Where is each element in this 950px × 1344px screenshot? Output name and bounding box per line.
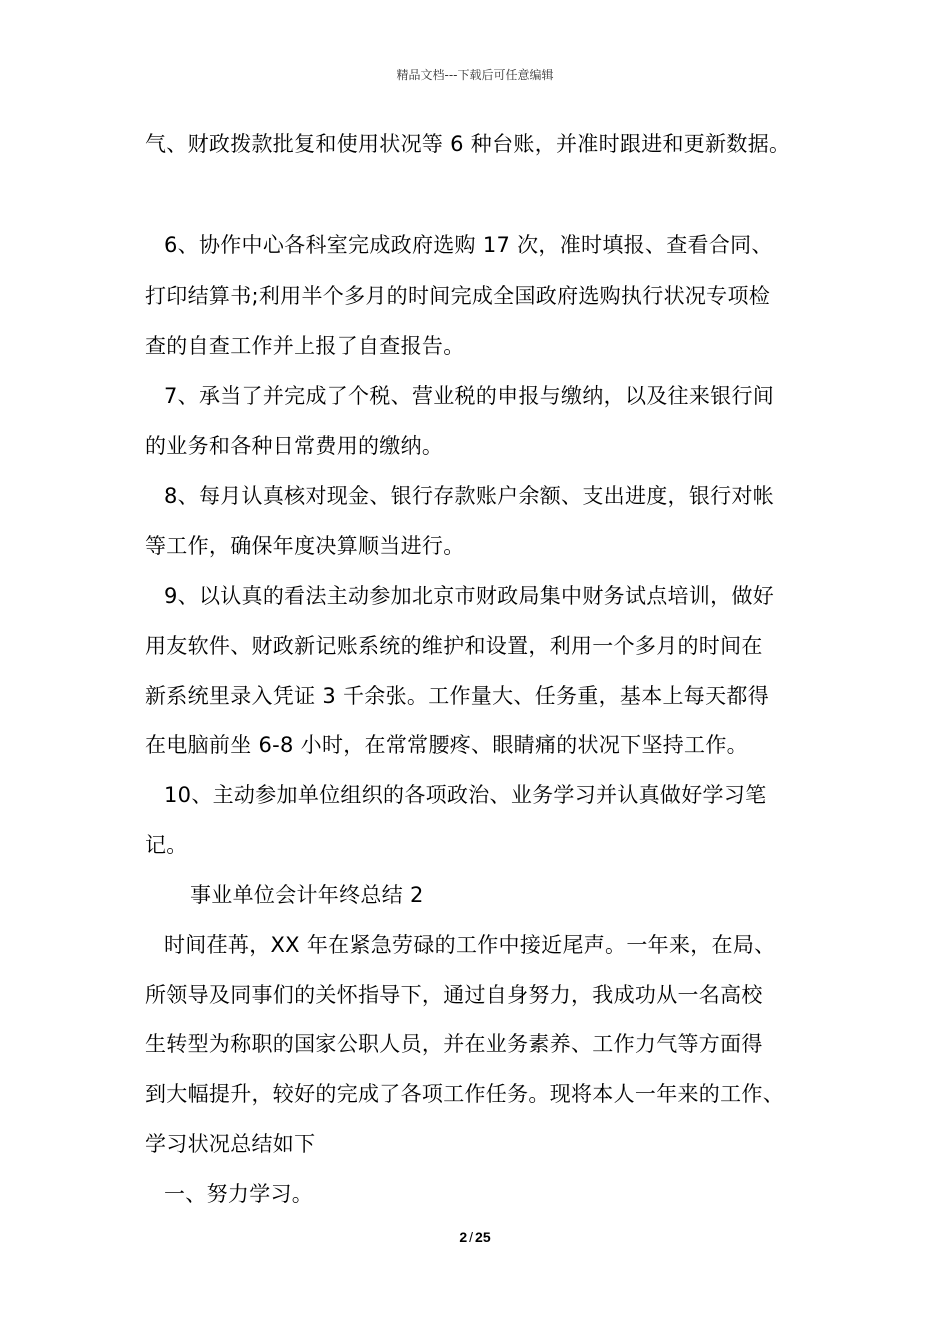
- page-header: 精品文档---下载后可任意编辑: [396, 68, 554, 82]
- body-line: 等工作，确保年度决算顺当进行。: [145, 534, 465, 558]
- body-line: 生转型为称职的国家公职人员，并在业务素养、工作力气等方面得: [145, 1032, 763, 1056]
- body-line: 查的自查工作并上报了自查报告。: [145, 334, 465, 358]
- section-heading: 事业单位会计年终总结 2: [190, 883, 424, 907]
- total-pages: 25: [475, 1229, 491, 1245]
- body-line: 新系统里录入凭证 3 千余张。工作量大、任务重，基本上每天都得: [145, 684, 770, 708]
- subsection-heading: 一、努力学习。: [164, 1182, 314, 1206]
- body-line: 7、承当了并完成了个税、营业税的申报与缴纳，以及往来银行间: [164, 384, 775, 408]
- body-line: 6、协作中心各科室完成政府选购 17 次，准时填报、查看合同、: [164, 233, 773, 257]
- body-line: 记。: [145, 833, 188, 857]
- body-line: 时间荏苒，XX 年在紧急劳碌的工作中接近尾声。一年来，在局、: [164, 933, 776, 957]
- page-separator: /: [469, 1229, 474, 1245]
- body-line: 在电脑前坐 6-8 小时，在常常腰疼、眼睛痛的状况下坚持工作。: [145, 733, 748, 757]
- body-line: 学习状况总结如下: [145, 1132, 316, 1156]
- body-line: 所领导及同事们的关怀指导下，通过自身努力，我成功从一名高校: [145, 983, 763, 1007]
- body-line: 10、主动参加单位组织的各项政治、业务学习并认真做好学习笔: [164, 783, 767, 807]
- body-line: 9、以认真的看法主动参加北京市财政局集中财务试点培训，做好: [164, 584, 775, 608]
- body-line: 打印结算书;利用半个多月的时间完成全国政府选购执行状况专项检: [145, 284, 771, 308]
- body-line: 用友软件、财政新记账系统的维护和设置，利用一个多月的时间在: [145, 634, 763, 658]
- body-line: 到大幅提升，较好的完成了各项工作任务。现将本人一年来的工作、: [145, 1082, 784, 1106]
- page-number: [0, 1229, 950, 1245]
- body-line: 的业务和各种日常费用的缴纳。: [145, 434, 444, 458]
- body-line: 8、每月认真核对现金、银行存款账户余额、支出进度，银行对帐: [164, 484, 775, 508]
- current-page: 2: [459, 1229, 468, 1245]
- body-line: 气、财政拨款批复和使用状况等 6 种台账，并准时跟进和更新数据。: [145, 132, 791, 156]
